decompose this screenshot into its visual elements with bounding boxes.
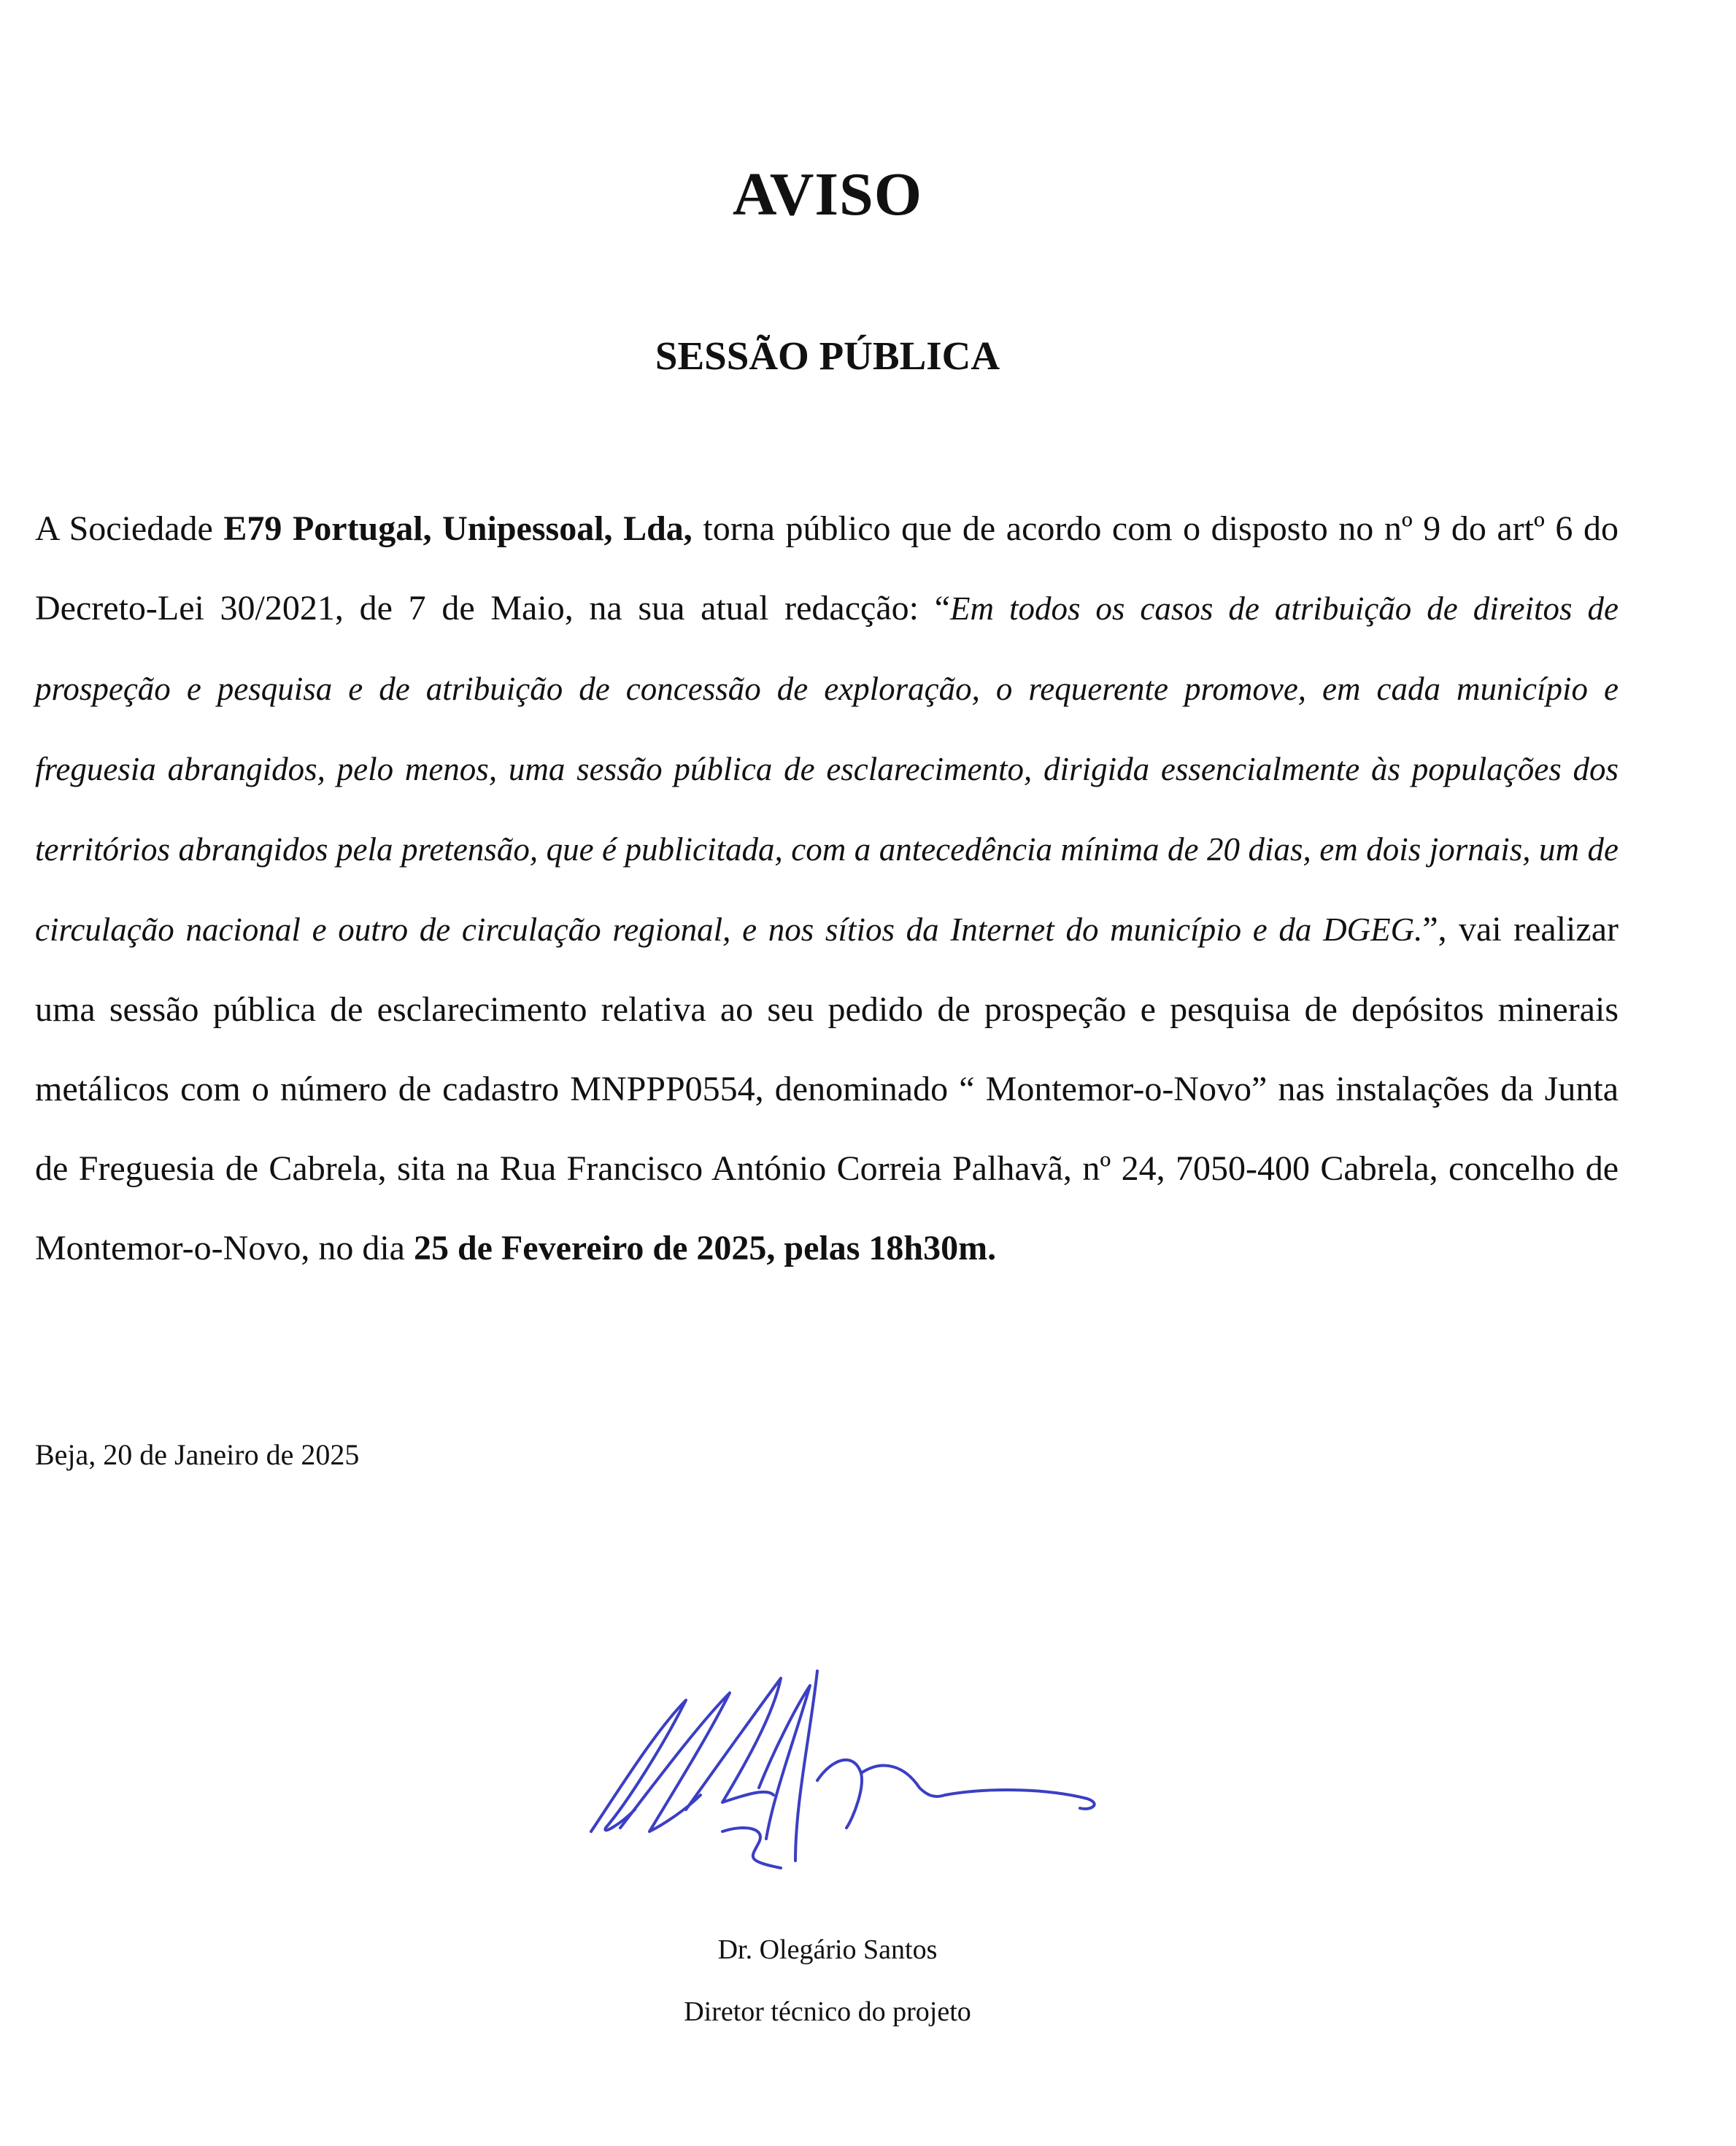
handwritten-signature <box>576 1649 1116 1883</box>
signer-name: Dr. Olegário Santos <box>717 1934 938 1965</box>
body-intro-text: A Sociedade <box>35 509 224 548</box>
notice-title: AVISO <box>732 161 923 228</box>
company-name: E79 Portugal, Unipessoal, Lda, <box>223 509 693 548</box>
signer-role: Diretor técnico do projeto <box>684 1996 971 2027</box>
notice-body <box>35 489 1619 1288</box>
body-legal-reference: torna público que de acordo com o disposto no nº 9 do artº 6 do Decreto-Lei 30/2021, de 7 de Maio, na sua atual redacção: “ <box>35 509 1619 628</box>
place-and-date: Beja, 20 de Janeiro de 2025 <box>35 1438 360 1471</box>
legal-quote: Em todos os casos de atribuição de direitos de prospeção e pesquisa e de atribuição de concessão de exploração, o requerente promove, em cada município e freguesia abrangidos, pelo menos, uma sessão pública de esclarecimento, dirigida essencialmente às populações dos territórios abrangidos pela pretensão, que é publicitada, com a antecedência mínima de 20 dias, em dois jornais, um de circulação nacional e outro de circulação regional, e nos sítios da Internet do município e da DGEG. <box>35 590 1619 948</box>
body-session-details: ”, vai realizar uma sessão pública de esclarecimento relativa ao seu pedido de prospeção e pesquisa de depósitos minerais metálicos com o número de cadastro MNPPP0554, denominado “ Montemor-o-Novo” nas instalações da Junta de Freguesia de Cabrela, sita na Rua Francisco António Correia Palhavã, nº 24, 7050-400 Cabrela, concelho de Montemor-o-Novo, no dia <box>35 910 1619 1267</box>
notice-subtitle: SESSÃO PÚBLICA <box>655 333 1000 378</box>
session-datetime: 25 de Fevereiro de 2025, pelas 18h30m. <box>413 1229 997 1267</box>
